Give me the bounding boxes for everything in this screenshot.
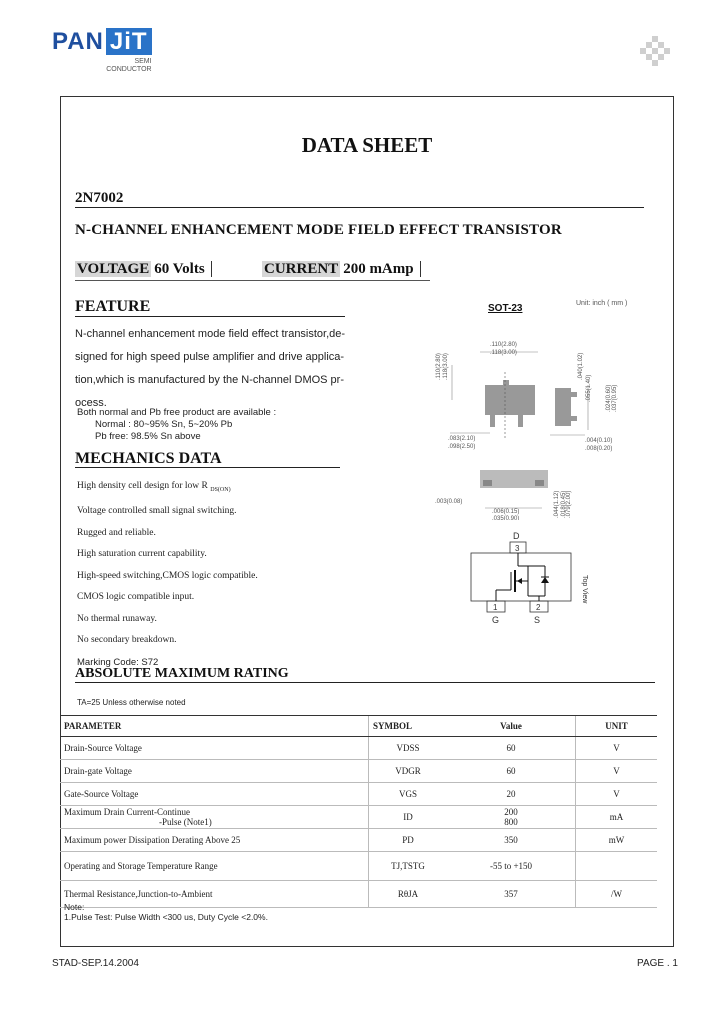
package-outline-drawing xyxy=(430,330,620,520)
row-value: -55 to +150 xyxy=(447,852,576,881)
row-param: Maximum Drain Current-Continue -Pulse (Note1) xyxy=(60,806,369,829)
voltage-rating xyxy=(75,259,212,279)
svg-text:.044(1.12): .044(1.12) xyxy=(554,490,560,518)
pin-3-label: 3 xyxy=(515,544,520,553)
svg-text:.008(0.20): .008(0.20) xyxy=(585,446,613,452)
marking-code: Marking Code: S72 xyxy=(77,656,159,668)
divider xyxy=(75,467,340,468)
mechanics-heading: MECHANICS DATA xyxy=(75,450,222,467)
row-value: 200 800 xyxy=(447,806,576,829)
pin-d-label: D xyxy=(513,531,520,541)
row-param: Gate-Source Voltage xyxy=(60,783,369,806)
svg-text:.024(0.60): .024(0.60) xyxy=(606,384,612,412)
header-unit: UNIT xyxy=(576,716,658,737)
svg-text:.118(3.00): .118(3.00) xyxy=(490,350,517,356)
logo-sub-line2: CONDUCTOR xyxy=(106,66,152,73)
voltage-label: VOLTAGE xyxy=(77,261,150,277)
pin-s-label: S xyxy=(534,615,541,625)
table-row xyxy=(60,806,657,829)
pb-normal: Normal : 80~95% Sn, 5~20% Pb xyxy=(95,419,233,430)
row-value: 357 xyxy=(447,881,576,908)
row-symbol: VDSS xyxy=(369,737,448,760)
header-value: Value xyxy=(447,716,576,737)
current-rating xyxy=(262,259,421,279)
row-symbol: TJ,TSTG xyxy=(369,852,448,881)
footer-date: STAD-SEP.14.2004 xyxy=(52,958,139,969)
logo-wordmark xyxy=(52,28,152,56)
row-symbol: VDGR xyxy=(369,760,448,783)
row-unit: mA xyxy=(576,806,658,829)
row-value: 60 xyxy=(447,737,576,760)
divider xyxy=(75,207,644,208)
row-param: Drain-Source Voltage xyxy=(60,737,369,760)
mechanics-item: Rugged and reliable. xyxy=(77,527,156,538)
row-value: 60 xyxy=(447,760,576,783)
company-logo xyxy=(52,28,152,73)
feature-line: signed for high speed pulse amplifier and drive applica- xyxy=(75,351,345,363)
table-header-row xyxy=(60,716,657,737)
row-param: Drain-gate Voltage xyxy=(60,760,369,783)
table-row xyxy=(60,829,657,852)
logo-brand-right: JiT xyxy=(106,28,152,55)
pin-1-label: 1 xyxy=(493,603,498,612)
svg-text:.006(0.15): .006(0.15) xyxy=(492,509,520,515)
rating-table xyxy=(60,715,657,908)
logo-subtext xyxy=(52,58,152,74)
row-unit: /W xyxy=(576,881,658,908)
row-param: Maximum power Dissipation Derating Above 25 xyxy=(60,829,369,852)
svg-text:.018(0.45): .018(0.45) xyxy=(561,490,567,518)
svg-text:.037(0.95): .037(0.95) xyxy=(612,384,618,412)
current-value: 200 mAmp xyxy=(340,261,420,277)
pinout-schematic xyxy=(465,530,595,630)
divider xyxy=(75,682,655,683)
mechanics-item: No secondary breakdown. xyxy=(77,635,177,646)
row-symbol: PD xyxy=(369,829,448,852)
divider xyxy=(75,280,430,281)
package-side xyxy=(555,388,571,426)
svg-text:.004(0.10): .004(0.10) xyxy=(585,438,613,444)
pin-g-label: G xyxy=(492,615,500,625)
corner-pattern-icon xyxy=(640,36,670,66)
row-param: Thermal Resistance,Junction-to-Ambient xyxy=(60,881,369,908)
mosfet-symbol-icon xyxy=(496,553,549,601)
current-label: CURRENT xyxy=(264,261,339,277)
table-row xyxy=(60,760,657,783)
row-symbol: VGS xyxy=(369,783,448,806)
feature-text xyxy=(75,323,365,415)
notes xyxy=(64,902,268,922)
note-label: Note: xyxy=(64,902,85,912)
svg-text:.083(2.10): .083(2.10) xyxy=(448,436,476,442)
row-value: 350 xyxy=(447,829,576,852)
mechanics-item: CMOS logic compatible input. xyxy=(77,592,195,603)
device-subtitle: N-CHANNEL ENHANCEMENT MODE FIELD EFFECT TRANSISTOR xyxy=(75,222,562,238)
svg-text:.055(1.40): .055(1.40) xyxy=(586,374,592,402)
package-body xyxy=(485,385,535,415)
svg-text:.003(0.08): .003(0.08) xyxy=(435,499,463,505)
note-line: 1.Pulse Test: Pulse Width <300 us, Duty Cycle <2.0%. xyxy=(64,912,268,922)
logo-sub-line1: SEMI xyxy=(134,58,152,65)
rating-condition: TA=25 Unless otherwise noted xyxy=(77,698,186,707)
mechanics-item: Voltage controlled small signal switching. xyxy=(77,506,237,517)
svg-text:.098(2.50): .098(2.50) xyxy=(448,444,476,450)
top-view-label: Top View xyxy=(581,575,588,604)
svg-text:.118(3.00): .118(3.00) xyxy=(443,353,449,380)
row-unit: V xyxy=(576,737,658,760)
mechanics-item: High density cell design for low R $_{DS(ON)}$ xyxy=(77,481,231,493)
svg-text:.040(1.02): .040(1.02) xyxy=(578,352,584,380)
header-parameter: PARAMETER xyxy=(60,716,369,737)
row-symbol: ID xyxy=(369,806,448,829)
part-number: 2N7002 xyxy=(75,190,124,206)
feature-line: N-channel enhancement mode field effect transistor,de- xyxy=(75,328,346,340)
svg-text:.110(2.80): .110(2.80) xyxy=(436,353,442,380)
mechanics-item: No thermal runaway. xyxy=(77,613,157,624)
row-unit xyxy=(576,852,658,881)
package-name: SOT-23 xyxy=(488,303,523,314)
logo-brand-left: PAN xyxy=(52,28,104,55)
footer-page: PAGE . 1 xyxy=(637,958,678,969)
row-unit: V xyxy=(576,783,658,806)
unit-note: Unit: inch ( mm ) xyxy=(576,300,628,307)
mechanics-list xyxy=(77,476,377,673)
pb-info xyxy=(77,407,276,443)
feature-heading: FEATURE xyxy=(75,298,151,315)
table-row xyxy=(60,783,657,806)
feature-line: ocess. xyxy=(75,397,107,409)
table-row xyxy=(60,852,657,881)
row-param: Operating and Storage Temperature Range xyxy=(60,852,369,881)
pin-2-label: 2 xyxy=(536,603,541,612)
pb-intro: Both normal and Pb free product are available : xyxy=(77,407,277,418)
feature-line: tion,which is manufactured by the N-channel DMOS pr- xyxy=(75,374,345,386)
row-value: 20 xyxy=(447,783,576,806)
row-symbol: RθJA xyxy=(369,881,448,908)
divider xyxy=(75,316,345,317)
svg-text:.110(2.80): .110(2.80) xyxy=(490,342,517,348)
voltage-value: 60 Volts xyxy=(151,261,211,277)
page-title: DATA SHEET xyxy=(301,133,433,157)
schematic-body xyxy=(471,553,571,601)
row-unit: V xyxy=(576,760,658,783)
header-symbol: SYMBOL xyxy=(369,716,448,737)
mechanics-item: High-speed switching,CMOS logic compatible. xyxy=(77,570,258,581)
pb-free: Pb free: 98.5% Sn above xyxy=(95,431,201,442)
mechanics-item: High saturation current capability. xyxy=(77,549,207,560)
absolute-rating-heading: ABSOLUTE MAXIMUM RATING xyxy=(75,666,289,681)
svg-text:.079(2.00): .079(2.00) xyxy=(566,490,572,518)
svg-text:.035(0.90): .035(0.90) xyxy=(492,516,520,520)
table-row xyxy=(60,737,657,760)
row-unit: mW xyxy=(576,829,658,852)
